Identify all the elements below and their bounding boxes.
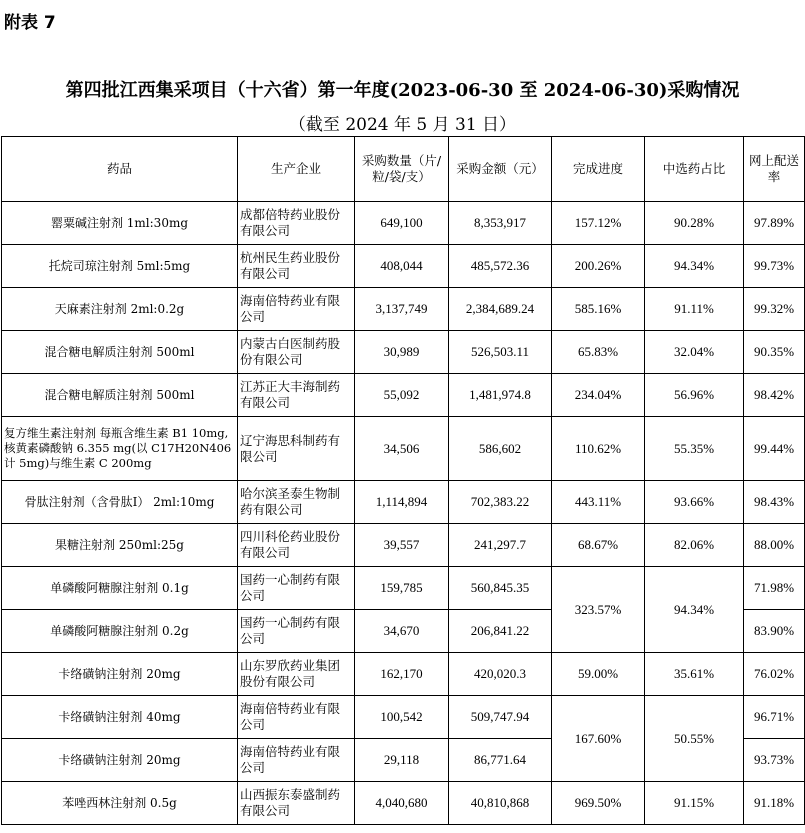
cell-share: 93.66%	[645, 481, 744, 524]
cell-amount: 8,353,917	[449, 202, 552, 245]
table-row	[2, 567, 805, 610]
cell-amount: 509,747.94	[449, 696, 552, 739]
cell-qty: 30,989	[355, 331, 449, 374]
cell-maker: 山东罗欣药业集团股份有限公司	[238, 653, 355, 696]
cell-share: 90.28%	[645, 202, 744, 245]
cell-progress: 585.16%	[552, 288, 645, 331]
cell-online: 90.35%	[744, 331, 805, 374]
cell-drug: 苯唑西林注射剂 0.5g	[2, 782, 238, 825]
cell-online: 99.32%	[744, 288, 805, 331]
cell-amount: 86,771.64	[449, 739, 552, 782]
cell-drug: 混合糖电解质注射剂 500ml	[2, 331, 238, 374]
cell-amount: 2,384,689.24	[449, 288, 552, 331]
cell-progress: 443.11%	[552, 481, 645, 524]
cell-amount: 586,602	[449, 417, 552, 481]
cell-amount: 560,845.35	[449, 567, 552, 610]
cell-progress: 65.83%	[552, 331, 645, 374]
cell-amount: 1,481,974.8	[449, 374, 552, 417]
cell-qty: 29,118	[355, 739, 449, 782]
cell-share: 35.61%	[645, 653, 744, 696]
cell-share: 55.35%	[645, 417, 744, 481]
cell-maker: 辽宁海思科制药有限公司	[238, 417, 355, 481]
cell-share: 91.11%	[645, 288, 744, 331]
cell-progress: 167.60%	[552, 696, 645, 782]
cell-online: 88.00%	[744, 524, 805, 567]
cell-amount: 206,841.22	[449, 610, 552, 653]
cell-maker: 成都倍特药业股份有限公司	[238, 202, 355, 245]
cell-maker: 山西振东泰盛制药有限公司	[238, 782, 355, 825]
cell-drug: 罂粟碱注射剂 1ml:30mg	[2, 202, 238, 245]
cell-amount: 702,383.22	[449, 481, 552, 524]
cell-progress: 200.26%	[552, 245, 645, 288]
cell-online: 76.02%	[744, 653, 805, 696]
cell-drug: 卡络磺钠注射剂 40mg	[2, 696, 238, 739]
table-row	[2, 417, 805, 481]
table-row	[2, 374, 805, 417]
cell-progress: 969.50%	[552, 782, 645, 825]
cell-drug: 卡络磺钠注射剂 20mg	[2, 739, 238, 782]
cell-share: 94.34%	[645, 245, 744, 288]
col-header-amount: 采购金额（元）	[449, 137, 552, 202]
cell-amount: 420,020.3	[449, 653, 552, 696]
cell-drug: 单磷酸阿糖腺注射剂 0.2g	[2, 610, 238, 653]
cell-qty: 162,170	[355, 653, 449, 696]
cell-drug: 托烷司琼注射剂 5ml:5mg	[2, 245, 238, 288]
cell-progress: 68.67%	[552, 524, 645, 567]
cell-qty: 34,670	[355, 610, 449, 653]
cell-progress: 157.12%	[552, 202, 645, 245]
cell-maker: 四川科伦药业股份有限公司	[238, 524, 355, 567]
cell-maker: 海南倍特药业有限公司	[238, 288, 355, 331]
cell-online: 96.71%	[744, 696, 805, 739]
col-header-drug: 药品	[2, 137, 238, 202]
cell-drug: 果糖注射剂 250ml:25g	[2, 524, 238, 567]
cell-amount: 526,503.11	[449, 331, 552, 374]
cell-maker: 国药一心制药有限公司	[238, 567, 355, 610]
cell-online: 71.98%	[744, 567, 805, 610]
page-title: 第四批江西集采项目（十六省）第一年度(2023-06-30 至 2024-06-30)采购情况	[65, 80, 740, 101]
cell-share: 50.55%	[645, 696, 744, 782]
cell-online: 97.89%	[744, 202, 805, 245]
cell-maker: 海南倍特药业有限公司	[238, 739, 355, 782]
cell-online: 99.44%	[744, 417, 805, 481]
cell-drug: 单磷酸阿糖腺注射剂 0.1g	[2, 567, 238, 610]
cell-qty: 34,506	[355, 417, 449, 481]
cell-share: 91.15%	[645, 782, 744, 825]
cell-share: 32.04%	[645, 331, 744, 374]
cell-share: 82.06%	[645, 524, 744, 567]
cell-maker: 海南倍特药业有限公司	[238, 696, 355, 739]
cell-drug: 骨肽注射剂（含骨肽Ⅰ） 2ml:10mg	[2, 481, 238, 524]
cell-qty: 100,542	[355, 696, 449, 739]
cell-drug: 复方维生素注射剂 每瓶含维生素 B1 10mg,核黄素磷酸钠 6.355 mg(以 C17H20N406 计 5mg)与维生素 C 200mg	[2, 417, 238, 481]
cell-qty: 408,044	[355, 245, 449, 288]
cell-progress: 110.62%	[552, 417, 645, 481]
table-header-row	[2, 137, 805, 202]
col-header-maker: 生产企业	[238, 137, 355, 202]
cell-online: 98.42%	[744, 374, 805, 417]
cell-share: 56.96%	[645, 374, 744, 417]
table-row	[2, 288, 805, 331]
cell-qty: 39,557	[355, 524, 449, 567]
table-row	[2, 331, 805, 374]
cell-maker: 内蒙古白医制药股份有限公司	[238, 331, 355, 374]
cell-qty: 1,114,894	[355, 481, 449, 524]
cell-qty: 159,785	[355, 567, 449, 610]
table-row	[2, 202, 805, 245]
cell-progress: 234.04%	[552, 374, 645, 417]
cell-progress: 59.00%	[552, 653, 645, 696]
cell-drug: 天麻素注射剂 2ml:0.2g	[2, 288, 238, 331]
cell-amount: 40,810,868	[449, 782, 552, 825]
cell-share: 94.34%	[645, 567, 744, 653]
page-subtitle: （截至 2024 年 5 月 31 日）	[288, 115, 517, 135]
cell-online: 83.90%	[744, 610, 805, 653]
cell-online: 98.43%	[744, 481, 805, 524]
cell-drug: 卡络磺钠注射剂 20mg	[2, 653, 238, 696]
col-header-progress: 完成进度	[552, 137, 645, 202]
table-row	[2, 245, 805, 288]
cell-progress: 323.57%	[552, 567, 645, 653]
cell-amount: 485,572.36	[449, 245, 552, 288]
cell-online: 99.73%	[744, 245, 805, 288]
cell-maker: 江苏正大丰海制药有限公司	[238, 374, 355, 417]
cell-online: 91.18%	[744, 782, 805, 825]
appendix-label: 附表 7	[4, 13, 56, 33]
col-header-online: 网上配送率	[744, 137, 805, 202]
cell-drug: 混合糖电解质注射剂 500ml	[2, 374, 238, 417]
cell-qty: 4,040,680	[355, 782, 449, 825]
table-row	[2, 696, 805, 739]
cell-online: 93.73%	[744, 739, 805, 782]
table-row	[2, 653, 805, 696]
cell-qty: 3,137,749	[355, 288, 449, 331]
cell-maker: 杭州民生药业股份有限公司	[238, 245, 355, 288]
col-header-share: 中选药占比	[645, 137, 744, 202]
cell-amount: 241,297.7	[449, 524, 552, 567]
cell-qty: 649,100	[355, 202, 449, 245]
cell-maker: 国药一心制药有限公司	[238, 610, 355, 653]
procurement-table	[1, 136, 805, 825]
table-row	[2, 782, 805, 825]
table-row	[2, 524, 805, 567]
cell-qty: 55,092	[355, 374, 449, 417]
table-row	[2, 481, 805, 524]
cell-maker: 哈尔滨圣泰生物制药有限公司	[238, 481, 355, 524]
col-header-qty: 采购数量（片/粒/袋/支）	[355, 137, 449, 202]
